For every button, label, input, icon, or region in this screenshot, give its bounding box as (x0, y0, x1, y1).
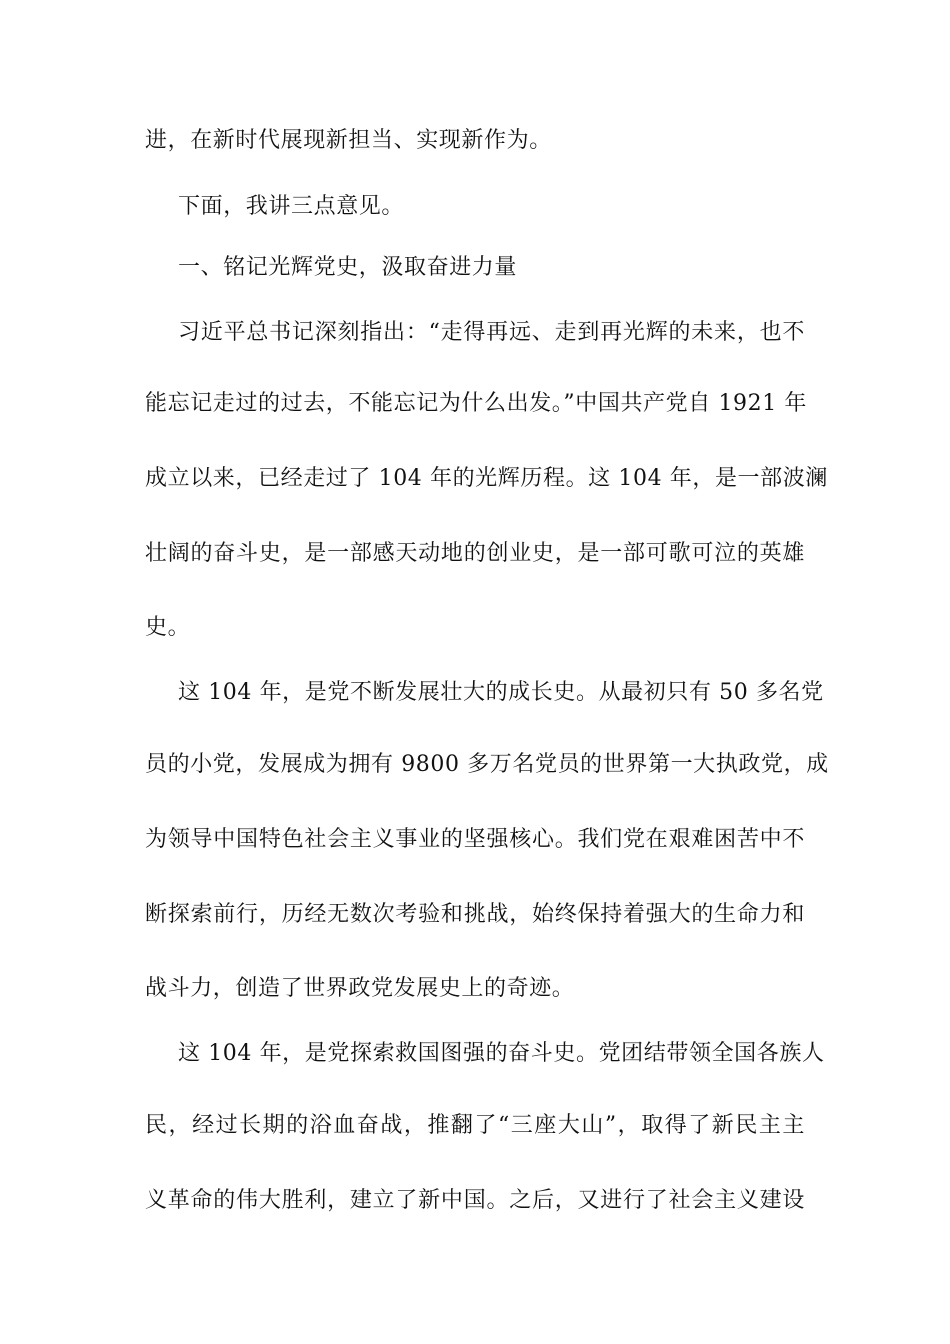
text-line-14: 这 104 年，是党探索救国图强的奋斗史。党团结带领全国各族人 (178, 1041, 825, 1066)
text-line-16: 义革命的伟大胜利，建立了新中国。之后，又进行了社会主义建设 (145, 1188, 805, 1213)
text-line-7: 壮阔的奋斗史，是一部感天动地的创业史，是一部可歌可泣的英雄 (145, 541, 805, 566)
section-heading: 一、铭记光辉党史，汲取奋进力量 (178, 255, 518, 280)
text-line-8: 史。 (145, 615, 191, 640)
text-line-6: 成立以来，已经走过了 104 年的光辉历程。这 104 年，是一部波澜 (145, 466, 828, 491)
text-line-10: 员的小党，发展成为拥有 9800 多万名党员的世界第一大执政党，成 (145, 752, 829, 777)
text-line-13: 战斗力，创造了世界政党发展史上的奇迹。 (145, 976, 575, 1001)
text-line-11: 为领导中国特色社会主义事业的坚强核心。我们党在艰难困苦中不 (145, 827, 805, 852)
text-line-5: 能忘记走过的过去，不能忘记为什么出发。”中国共产党自 1921 年 (145, 391, 808, 416)
text-line-4: 习近平总书记深刻指出：“走得再远、走到再光辉的未来，也不 (178, 320, 805, 345)
text-line-1: 进，在新时代展现新担当、实现新作为。 (145, 128, 552, 153)
text-line-15: 民，经过长期的浴血奋战，推翻了“三座大山”，取得了新民主主 (145, 1113, 805, 1138)
text-line-9: 这 104 年，是党不断发展壮大的成长史。从最初只有 50 多名党 (178, 680, 824, 705)
text-line-12: 断探索前行，历经无数次考验和挑战，始终保持着强大的生命力和 (145, 902, 805, 927)
text-line-2: 下面，我讲三点意见。 (178, 194, 405, 219)
